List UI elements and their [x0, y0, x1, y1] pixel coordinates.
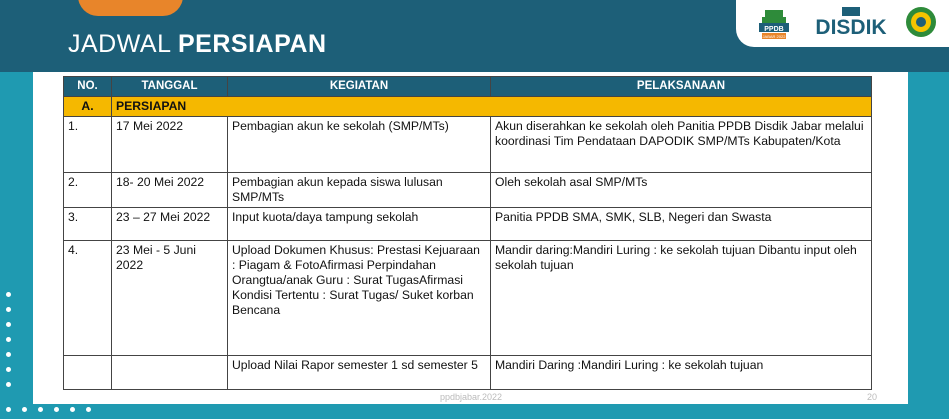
- ppdb-logo-sub: JABAR 2022: [762, 34, 786, 39]
- section-row: [64, 97, 872, 117]
- row-pelaksanaan: Mandiri Daring :Mandiri Luring : ke sekolah tujuan: [491, 356, 872, 390]
- row-no: 3.: [64, 208, 112, 241]
- ppdb-logo-text: PPDB: [764, 26, 784, 33]
- decor-dot: [6, 352, 11, 357]
- row-pelaksanaan: Oleh sekolah asal SMP/MTs: [491, 173, 872, 208]
- decor-dot: [38, 407, 43, 412]
- row-kegiatan: Upload Dokumen Khusus: Prestasi Kejuaraan : Piagam & FotoAfirmasi Perpindahan Orangtua/anak Guru : Surat TugasAfirmasi Kondisi Tertentu : Surat Tugas/ Suket korban Bencana: [228, 241, 491, 356]
- row-tanggal: 23 – 27 Mei 2022: [112, 208, 228, 241]
- row-pelaksanaan: Akun diserahkan ke sekolah oleh Panitia PPDB Disdik Jabar melalui koordinasi Tim Pendataan DAPODIK SMP/MTs Kabupaten/Kota: [491, 117, 872, 173]
- row-no: 1.: [64, 117, 112, 173]
- table-row: [64, 356, 872, 390]
- jabar-seal-icon: [904, 5, 938, 39]
- decor-dot: [70, 407, 75, 412]
- row-kegiatan: Input kuota/daya tampung sekolah: [228, 208, 491, 241]
- schedule-table: [63, 76, 872, 390]
- row-no: [64, 356, 112, 390]
- header-no: NO.: [64, 77, 112, 97]
- accent-tab: [78, 0, 183, 16]
- decor-dot: [6, 337, 11, 342]
- page-title: [68, 30, 327, 59]
- decor-dot: [6, 367, 11, 372]
- row-tanggal: 18- 20 Mei 2022: [112, 173, 228, 208]
- disdik-logo: [808, 6, 894, 42]
- header-pelaksanaan: PELAKSANAAN: [491, 77, 872, 97]
- row-pelaksanaan: Mandir daring:Mandiri Luring : ke sekolah tujuan Dibantu input oleh sekolah tujuan: [491, 241, 872, 356]
- decor-dot: [22, 407, 27, 412]
- title-bold: PERSIAPAN: [178, 30, 327, 58]
- content-panel: [33, 72, 908, 404]
- title-plain: JADWAL: [68, 30, 178, 58]
- decor-dot: [6, 382, 11, 387]
- row-tanggal: 17 Mei 2022: [112, 117, 228, 173]
- decor-dot: [86, 407, 91, 412]
- section-label: PERSIAPAN: [112, 97, 872, 117]
- watermark-text: ppdbjabar.2022: [440, 392, 503, 402]
- header-tanggal: TANGGAL: [112, 77, 228, 97]
- table-row: [64, 241, 872, 356]
- table-row: [64, 117, 872, 173]
- logo-bar: [736, 0, 949, 47]
- row-kegiatan: Pembagian akun ke sekolah (SMP/MTs): [228, 117, 491, 173]
- row-kegiatan: Pembagian akun kepada siswa lulusan SMP/MTs: [228, 173, 491, 208]
- decor-dot: [6, 322, 11, 327]
- row-kegiatan: Upload Nilai Rapor semester 1 sd semester 5: [228, 356, 491, 390]
- decor-dot: [6, 407, 11, 412]
- row-tanggal: [112, 356, 228, 390]
- decor-dot: [6, 307, 11, 312]
- row-no: 4.: [64, 241, 112, 356]
- ppdb-logo: [756, 6, 792, 42]
- disdik-logo-text: DISDIK: [815, 16, 887, 39]
- row-pelaksanaan: Panitia PPDB SMA, SMK, SLB, Negeri dan Swasta: [491, 208, 872, 241]
- section-no: A.: [64, 97, 112, 117]
- table-row: [64, 173, 872, 208]
- decor-dot: [54, 407, 59, 412]
- table-row: [64, 208, 872, 241]
- row-tanggal: 23 Mei - 5 Juni 2022: [112, 241, 228, 356]
- row-no: 2.: [64, 173, 112, 208]
- decor-dot: [6, 292, 11, 297]
- page-number: 20: [867, 392, 878, 402]
- table-header-row: [64, 77, 872, 97]
- header-kegiatan: KEGIATAN: [228, 77, 491, 97]
